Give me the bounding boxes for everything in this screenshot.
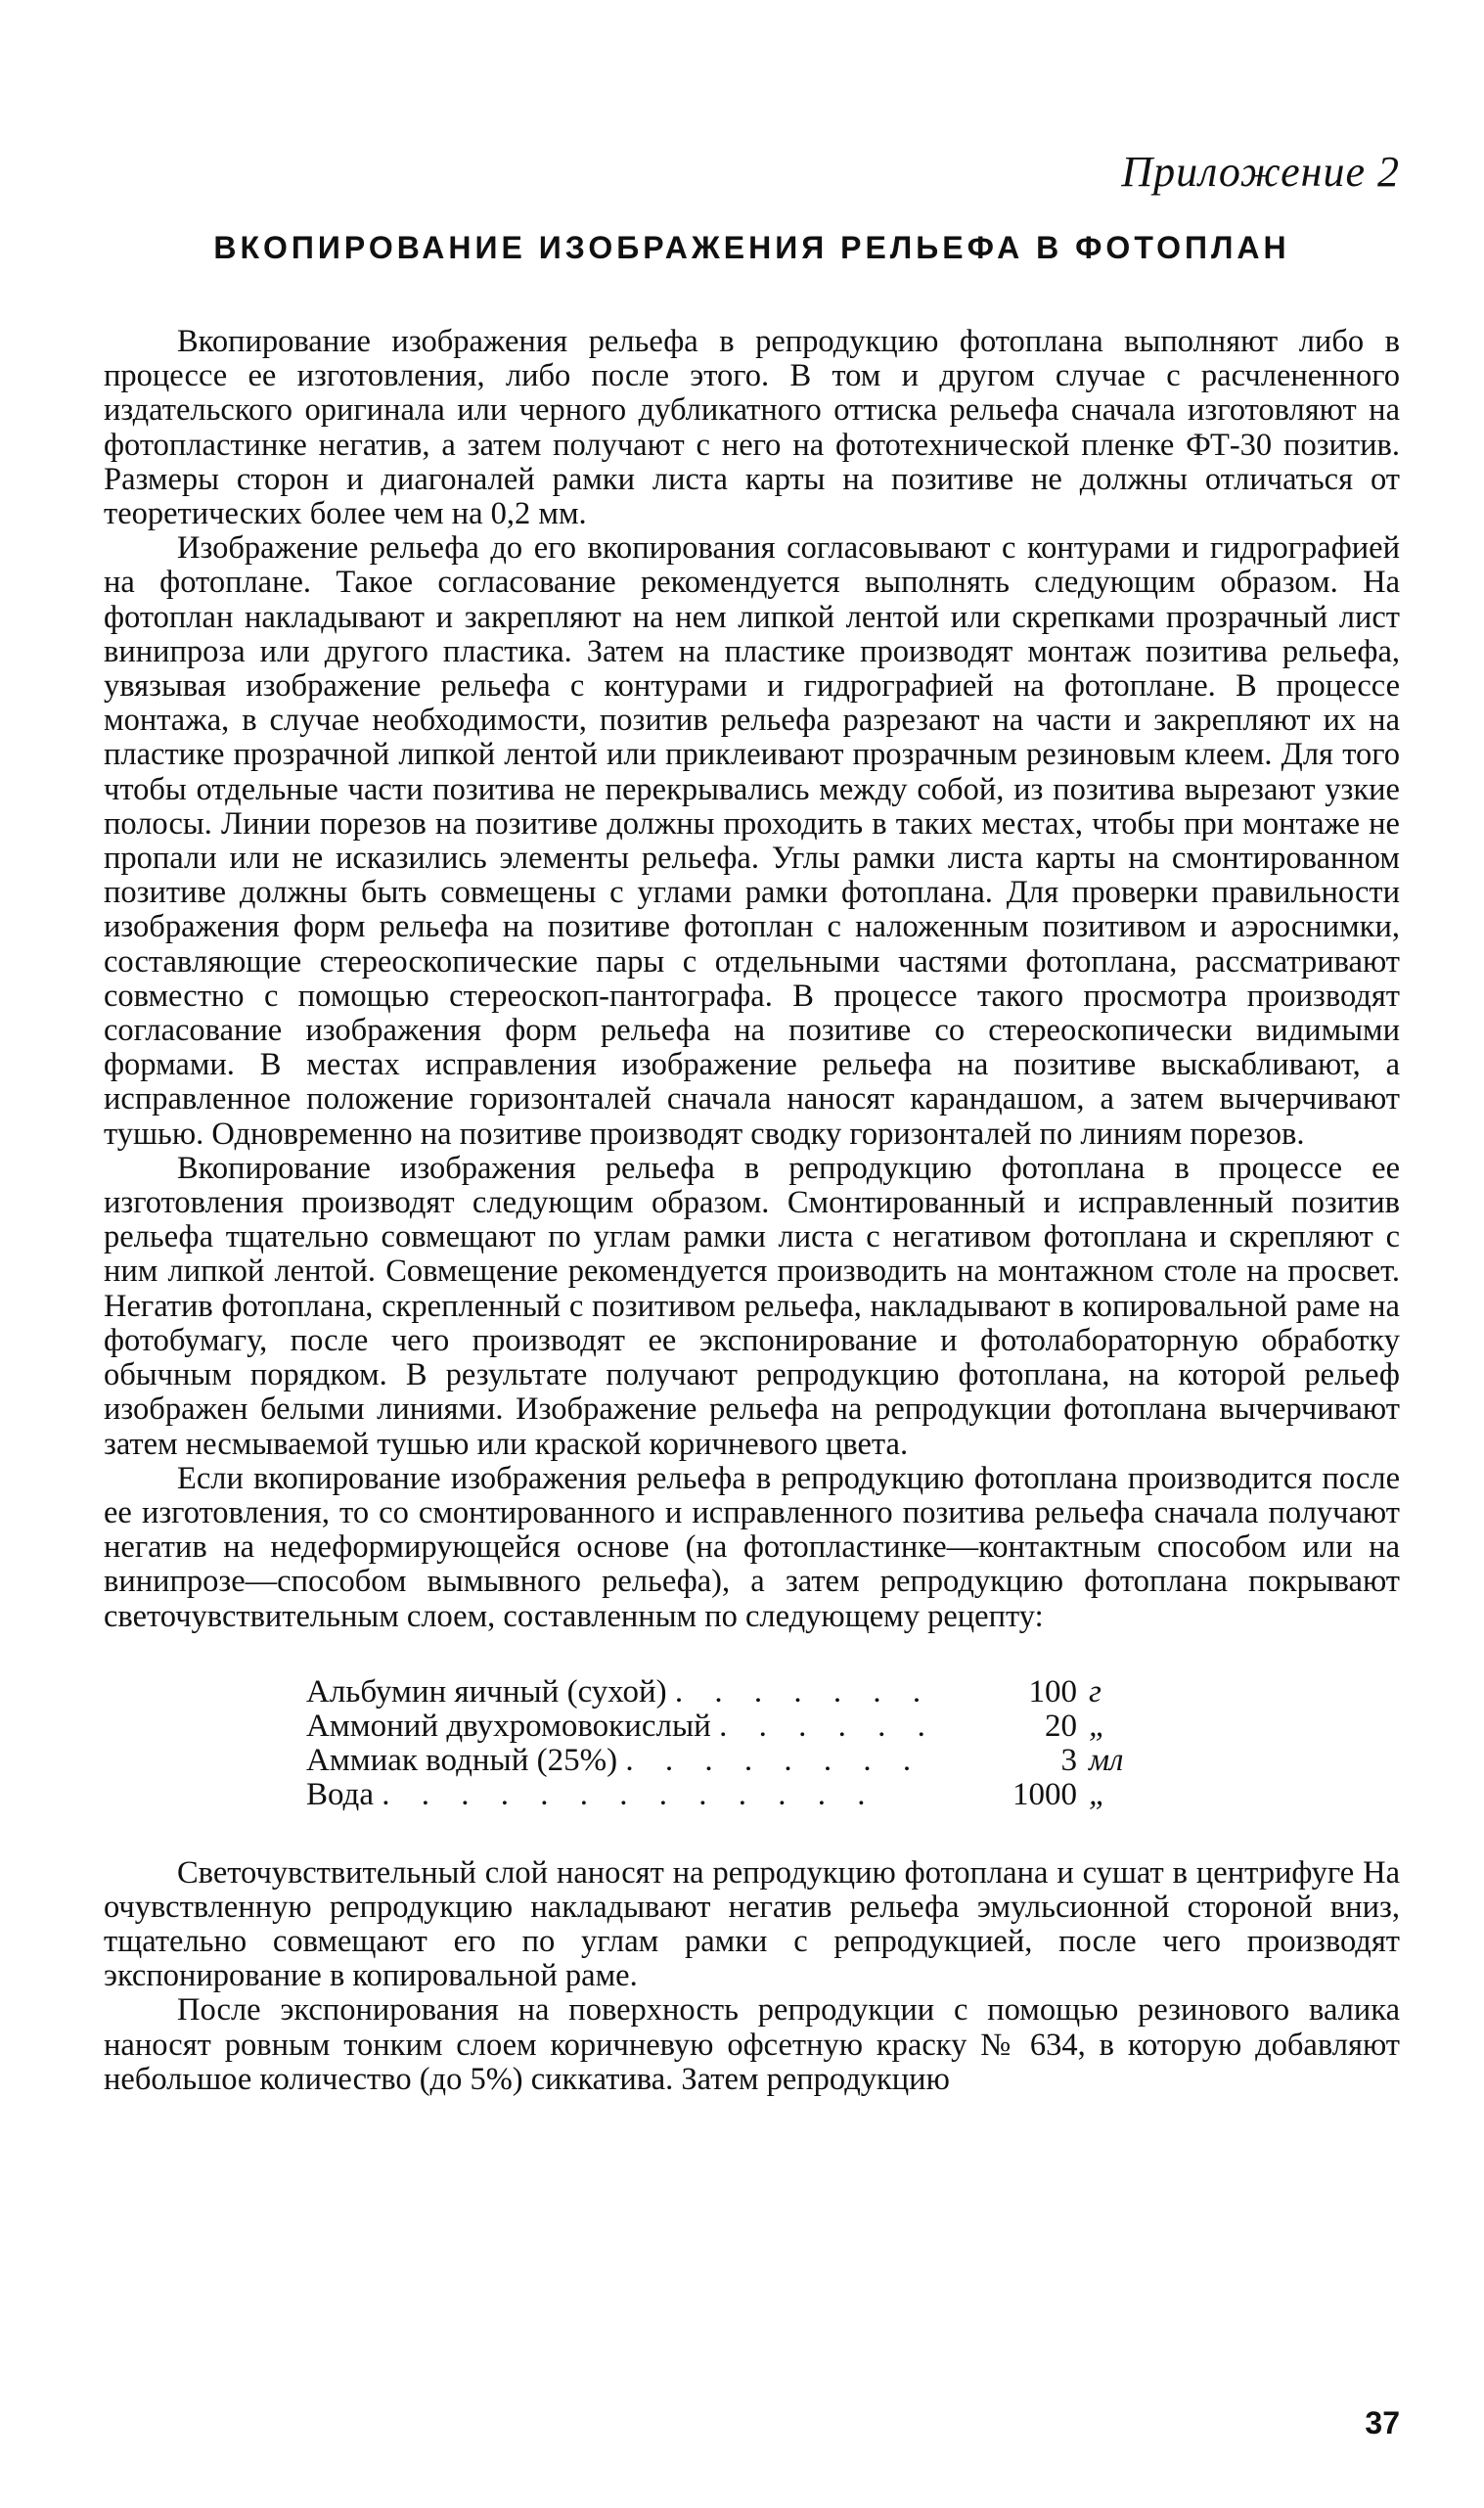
recipe-row (306, 1744, 1216, 1778)
paragraph: После экспонирования на поверхность репродукции с помощью резинового валика наносят ровным тонким слоем коричневую офсетную краску № 634, в которую добавляют небольшое количество (до 5%) сиккатива. Затем репродукцию (104, 1992, 1400, 2097)
paragraph: Если вкопирование изображения рельефа в репродукцию фотоплана производится после ее изготовления, то со смонтированного и исправленного позитива рельефа сначала получают негатив на недеформирующейся основе (на фотопластинке—контактным способом или на винипрозе—способом вымывного рельефа), а затем репродукцию фотоплана покрывают светочувствительным слоем, составленным по следующему рецепту: (104, 1460, 1400, 1634)
paragraph: Вкопирование изображения рельефа в репродукцию фотоплана в процессе ее изготовления производят следующим образом. Смонтированный и исправленный позитив рельефа тщательно совмещают по углам рамки листа с негативом фотоплана и скрепляют с ним липкой лентой. Совмещение рекомендуется производить на монтажном столе на просвет. Негатив фотоплана, скрепленный с позитивом рельефа, накладывают в копировальной раме на фотобумагу, после чего производят ее экспонирование и фотолабораторную обработку обычным порядком. В результате получают репродукцию фотоплана, на которой рельеф изображен белыми линиями. Изображение рельефа на репродукции фотоплана вычерчивают затем несмываемой тушью или краской коричневого цвета. (104, 1150, 1400, 1462)
recipe-quantity: 100 (1028, 1673, 1077, 1710)
recipe-ingredient: Альбумин яичный (сухой) (306, 1674, 667, 1710)
appendix-label: Приложение 2 (1121, 148, 1400, 196)
recipe-quantity: 20 (1045, 1708, 1077, 1744)
recipe-unit: „ (1089, 1708, 1107, 1744)
recipe-ingredient: Аммиак водный (25%) (306, 1744, 618, 1779)
paragraph: Вкопирование изображения рельефа в репродукцию фотоплана выполняют либо в процессе ее изготовления, либо после этого. В том и другом случае с расчлененного издательского оригинала или черного дубликатного оттиска рельефа сначала изготовляют на фотопластинке негатив, а затем получают с него на фототехнической пленке ФТ-30 позитив. Размеры сторон и диагоналей рамки листа карты на позитиве не должны отличаться от теоретических более чем на 0,2 мм. (104, 324, 1400, 532)
recipe-dots: . . . . . . (719, 1709, 937, 1744)
page-title: ВКОПИРОВАНИЕ ИЗОБРАЖЕНИЯ РЕЛЬЕФА В ФОТОПЛАН (213, 230, 1290, 265)
recipe-unit: мл (1089, 1743, 1124, 1779)
recipe-dots: . . . . . . . . . . . . . (382, 1778, 877, 1813)
recipe-dots: . . . . . . . . (625, 1744, 923, 1779)
recipe-dots: . . . . . . . (674, 1674, 933, 1710)
recipe-quantity: 3 (1060, 1743, 1077, 1779)
paragraph: Светочувствительный слой наносят на репродукцию фотоплана и сушат в центрифуге На очувствленную репродукцию накладывают негатив рельефа эмульсионной стороной вниз, тщательно совмещают его по углам рамки с репродукцией, после чего производят экспонирование в копировальной раме. (104, 1854, 1400, 1994)
recipe-list (306, 1675, 1216, 1813)
recipe-row (306, 1710, 1216, 1744)
document-page (104, 147, 1400, 2097)
recipe-ingredient: Аммоний двухромовокислый (306, 1709, 711, 1744)
recipe-quantity: 1000 (1012, 1777, 1077, 1813)
recipe-ingredient: Вода (306, 1778, 374, 1813)
recipe-unit: „ (1089, 1777, 1107, 1813)
page-number: 37 (1365, 2405, 1400, 2440)
recipe-row (306, 1778, 1216, 1812)
recipe-row (306, 1675, 1216, 1710)
recipe-unit: г (1089, 1673, 1102, 1710)
paragraph: Изображение рельефа до его вкопирования согласовывают с контурами и гидрографией на фотоплане. Такое согласование рекомендуется выполнять следующим образом. На фотоплан накладывают и закрепляют на нем липкой лентой или скрепками прозрачный лист винипроза или другого пластика. Затем на пластике производят монтаж позитива рельефа, увязывая изображение рельефа с контурами и гидрографией на фотоплане. В процессе монтажа, в случае необходимости, позитив рельефа разрезают на части и закрепляют их на пластике прозрачной липкой лентой или приклеивают прозрачным резиновым клеем. Для того чтобы отдельные части позитива не перекрывались между собой, из позитива вырезают узкие полосы. Линии порезов на позитиве должны проходить в таких местах, чтобы при монтаже не пропали или не исказились элементы рельефа. Углы рамки листа карты на смонтированном позитиве должны быть совмещены с углами рамки фотоплана. Для проверки правильности изображения форм рельефа на позитиве фотоплан с наложенным позитивом и аэроснимки, составляющие стереоскопические пары с отдельными частями фотоплана, рассматривают совместно с помощью стереоскоп-пантографа. В процессе такого просмотра производят согласование изображения форм рельефа на позитиве со стереоскопически видимыми формами. В местах исправления изображение рельефа на позитиве выскабливают, а исправленное положение горизонталей сначала наносят карандашом, а затем вычерчивают тушью. Одновременно на позитиве производят сводку горизонталей по линиям порезов. (104, 530, 1400, 1152)
